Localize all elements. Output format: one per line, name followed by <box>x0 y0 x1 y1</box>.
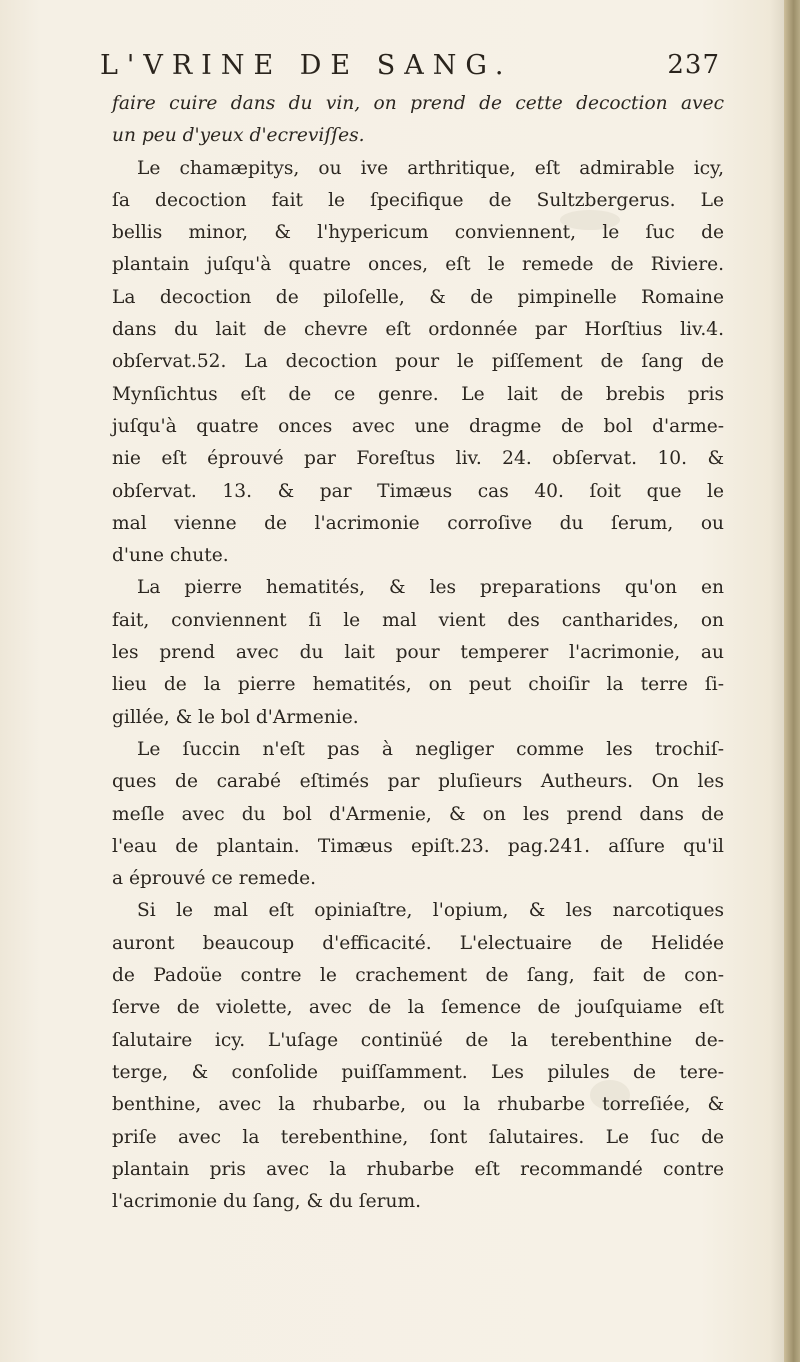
text-line: Le chamæpitys, ou ive arthritique, eſt admirable icy, <box>137 157 724 179</box>
running-title: L'VRINE DE SANG. <box>100 50 513 81</box>
text-line: ſerve de violette, avec de la ſemence de jouſquiame eſt <box>112 997 724 1019</box>
text-line: dans du lait de chevre eſt ordonnée par Horſtius liv.4. <box>112 319 724 341</box>
text-line: plantain juſqu'à quatre onces, eſt le remede de Riviere. <box>112 254 724 276</box>
text-line: gillée, & le bol d'Armenie. <box>112 706 359 728</box>
text-line: ſa decoction fait le ſpecifique de Sultzbergerus. Le <box>112 189 724 211</box>
text-line: plantain pris avec la rhubarbe eſt recommandé contre <box>112 1158 724 1180</box>
text-line: faire cuire dans du vin, on prend de cette decoction avec <box>112 93 724 114</box>
text-line: les prend avec du lait pour temperer l'acrimonie, au <box>112 642 724 664</box>
text-line: Le ſuccin n'eſt pas à negliger comme les trochiſ- <box>137 738 724 760</box>
text-line: un peu d'yeux d'ecreviſſes. <box>112 125 365 147</box>
text-line: La decoction de piloſelle, & de pimpinelle Romaine <box>112 286 724 308</box>
body-text <box>112 88 724 1218</box>
page-header <box>100 50 720 90</box>
text-line: bellis minor, & l'hypericum conviennent, le ſuc de <box>112 222 724 244</box>
page-edge <box>784 0 800 1362</box>
text-line: auront beaucoup d'efficacité. L'electuaire de Helidée <box>112 932 724 954</box>
text-line: a éprouvé ce remede. <box>112 868 317 890</box>
text-line: lieu de la pierre hematités, on peut choiſir la terre ſi- <box>112 674 724 696</box>
text-line: benthine, avec la rhubarbe, ou la rhubarbe torreſiée, & <box>112 1094 724 1116</box>
text-line: d'une chute. <box>112 545 229 567</box>
text-line: priſe avec la terebenthine, ſont ſalutaires. Le ſuc de <box>112 1126 724 1148</box>
text-line: fait, conviennent ſi le mal vient des cantharides, on <box>112 609 724 631</box>
text-line: de Padoüe contre le crachement de ſang, fait de con- <box>112 965 724 987</box>
text-line: obſervat.52. La decoction pour le piſſement de ſang de <box>112 351 724 373</box>
page-number: 237 <box>667 50 720 80</box>
text-line: meſle avec du bol d'Armenie, & on les prend dans de <box>112 803 724 825</box>
text-line: Si le mal eſt opiniaſtre, l'opium, & les narcotiques <box>137 900 724 922</box>
text-line: l'acrimonie du ſang, & du ſerum. <box>112 1191 422 1213</box>
text-line: nie eſt éprouvé par Foreſtus liv. 24. obſervat. 10. & <box>112 448 724 470</box>
text-line: juſqu'à quatre onces avec une dragme de bol d'arme- <box>112 415 724 437</box>
text-line: ques de carabé eſtimés par pluſieurs Autheurs. On les <box>112 771 724 793</box>
text-line: mal vienne de l'acrimonie corroſive du ſerum, ou <box>112 512 724 534</box>
text-line: La pierre hematités, & les preparations qu'on en <box>137 577 724 599</box>
text-line: l'eau de plantain. Timæus epiſt.23. pag.241. aſſure qu'il <box>112 835 724 857</box>
text-line: obſervat. 13. & par Timæus cas 40. ſoit que le <box>112 480 724 502</box>
text-line: ſalutaire icy. L'uſage continüé de la terebenthine de- <box>112 1029 724 1051</box>
text-line: Mynſichtus eſt de ce genre. Le lait de brebis pris <box>112 383 724 405</box>
text-line: terge, & conſolide puiſſamment. Les pilules de tere- <box>112 1061 724 1083</box>
